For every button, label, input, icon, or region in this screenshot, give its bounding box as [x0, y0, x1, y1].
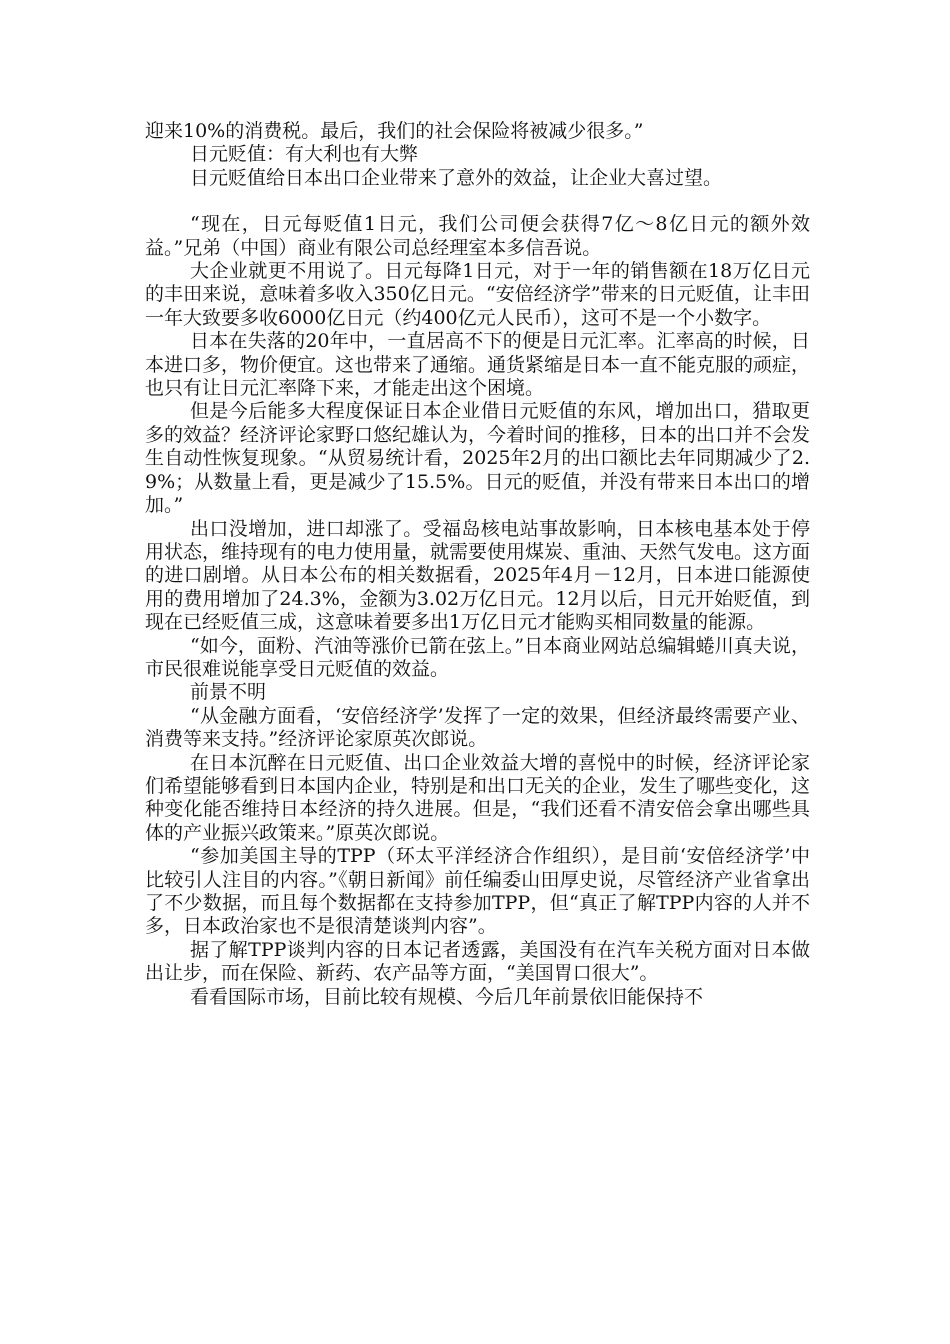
paragraph: 据了解TPP谈判内容的日本记者透露，美国没有在汽车关税方面对日本做出让步，而在保险、新药、农产品等方面，“美国胃口很大”。 — [145, 938, 810, 985]
paragraph: “从金融方面看，‘安倍经济学’发挥了一定的效果，但经济最终需要产业、消费等来支持。”经济评论家原英次郎说。 — [145, 704, 810, 751]
paragraph: “现在，日元每贬值1日元，我们公司便会获得7亿～8亿日元的额外效益。”兄弟（中国）商业有限公司总经理室本多信吾说。 — [145, 213, 810, 259]
paragraph: 大企业就更不用说了。日元每降1日元，对于一年的销售额在18万亿日元的丰田来说，意味着多收入350亿日元。“安倍经济学”带来的日元贬值，让丰田一年大致要多收6000亿日元（约400亿元人民币），这可不是一个小数字。 — [145, 260, 810, 329]
paragraph: 在日本沉醉在日元贬值、出口企业效益大增的喜悦中的时候，经济评论家们希望能够看到日本国内企业，特别是和出口无关的企业，发生了哪些变化，这种变化能否维持日本经济的持久进展。但是，“我们还看不清安倍会拿出哪些具体的产业振兴政策来。”原英次郎说。 — [145, 751, 811, 844]
paragraph: 日元贬值给日本出口企业带来了意外的效益，让企业大喜过望。 — [190, 166, 723, 189]
paragraph: 出口没增加，进口却涨了。受福岛核电站事故影响，日本核电基本处于停用状态，维持现有的电力使用量，就需要使用煤炭、重油、天然气发电。这方面的进口剧增。从日本公布的相关数据看，2025年4月－12月，日本进口能源使用的费用增加了24.3%，金额为3.02万亿日元。12月以后，日元开始贬值，到现在已经贬值三成，这意味着要多出1万亿日元才能购买相同数量的能源。 — [145, 517, 811, 634]
section-heading-outlook: 前景不明 — [190, 681, 267, 704]
paragraph: 看看国际市场，目前比较有规模、今后几年前景依旧能保持不 — [190, 985, 704, 1008]
paragraph: “参加美国主导的TPP（环太平洋经济合作组织），是目前‘安倍经济学’中比较引人注目的内容。”《朝日新闻》前任编委山田厚史说，尽管经济产业省拿出了不少数据，而且每个数据都在支持参加TPP，但“真正了解TPP内容的人并不多，日本政治家也不是很清楚谈判内容”。 — [145, 845, 810, 938]
section-heading-yen-depreciation: 日元贬值：有大利也有大弊 — [190, 143, 419, 166]
document-page — [145, 120, 810, 1009]
paragraph: 但是今后能多大程度保证日本企业借日元贬值的东风，增加出口，猎取更多的效益？经济评论家野口悠纪雄认为，今着时间的推移，日本的出口并不会发生自动性恢复现象。“从贸易统计看，2025年2月的出口额比去年同期减少了2.9%；从数量上看，更是减少了15.5%。日元的贬值，并没有带来日本出口的增加。” — [145, 400, 811, 517]
paragraph: 日本在失落的20年中，一直居高不下的便是日元汇率。汇率高的时候，日本进口多，物价便宜。这也带来了通缩。通货紧缩是日本一直不能克服的顽症，也只有让日元汇率降下来，才能走出这个困境。 — [145, 330, 811, 400]
paragraph-continuation: 迎来10%的消费税。最后，我们的社会保险将被减少很多。” — [145, 120, 644, 142]
paragraph: “如今，面粉、汽油等涨价已箭在弦上。”日本商业网站总编辑蜷川真夫说，市民很难说能享受日元贬值的效益。 — [145, 634, 810, 680]
